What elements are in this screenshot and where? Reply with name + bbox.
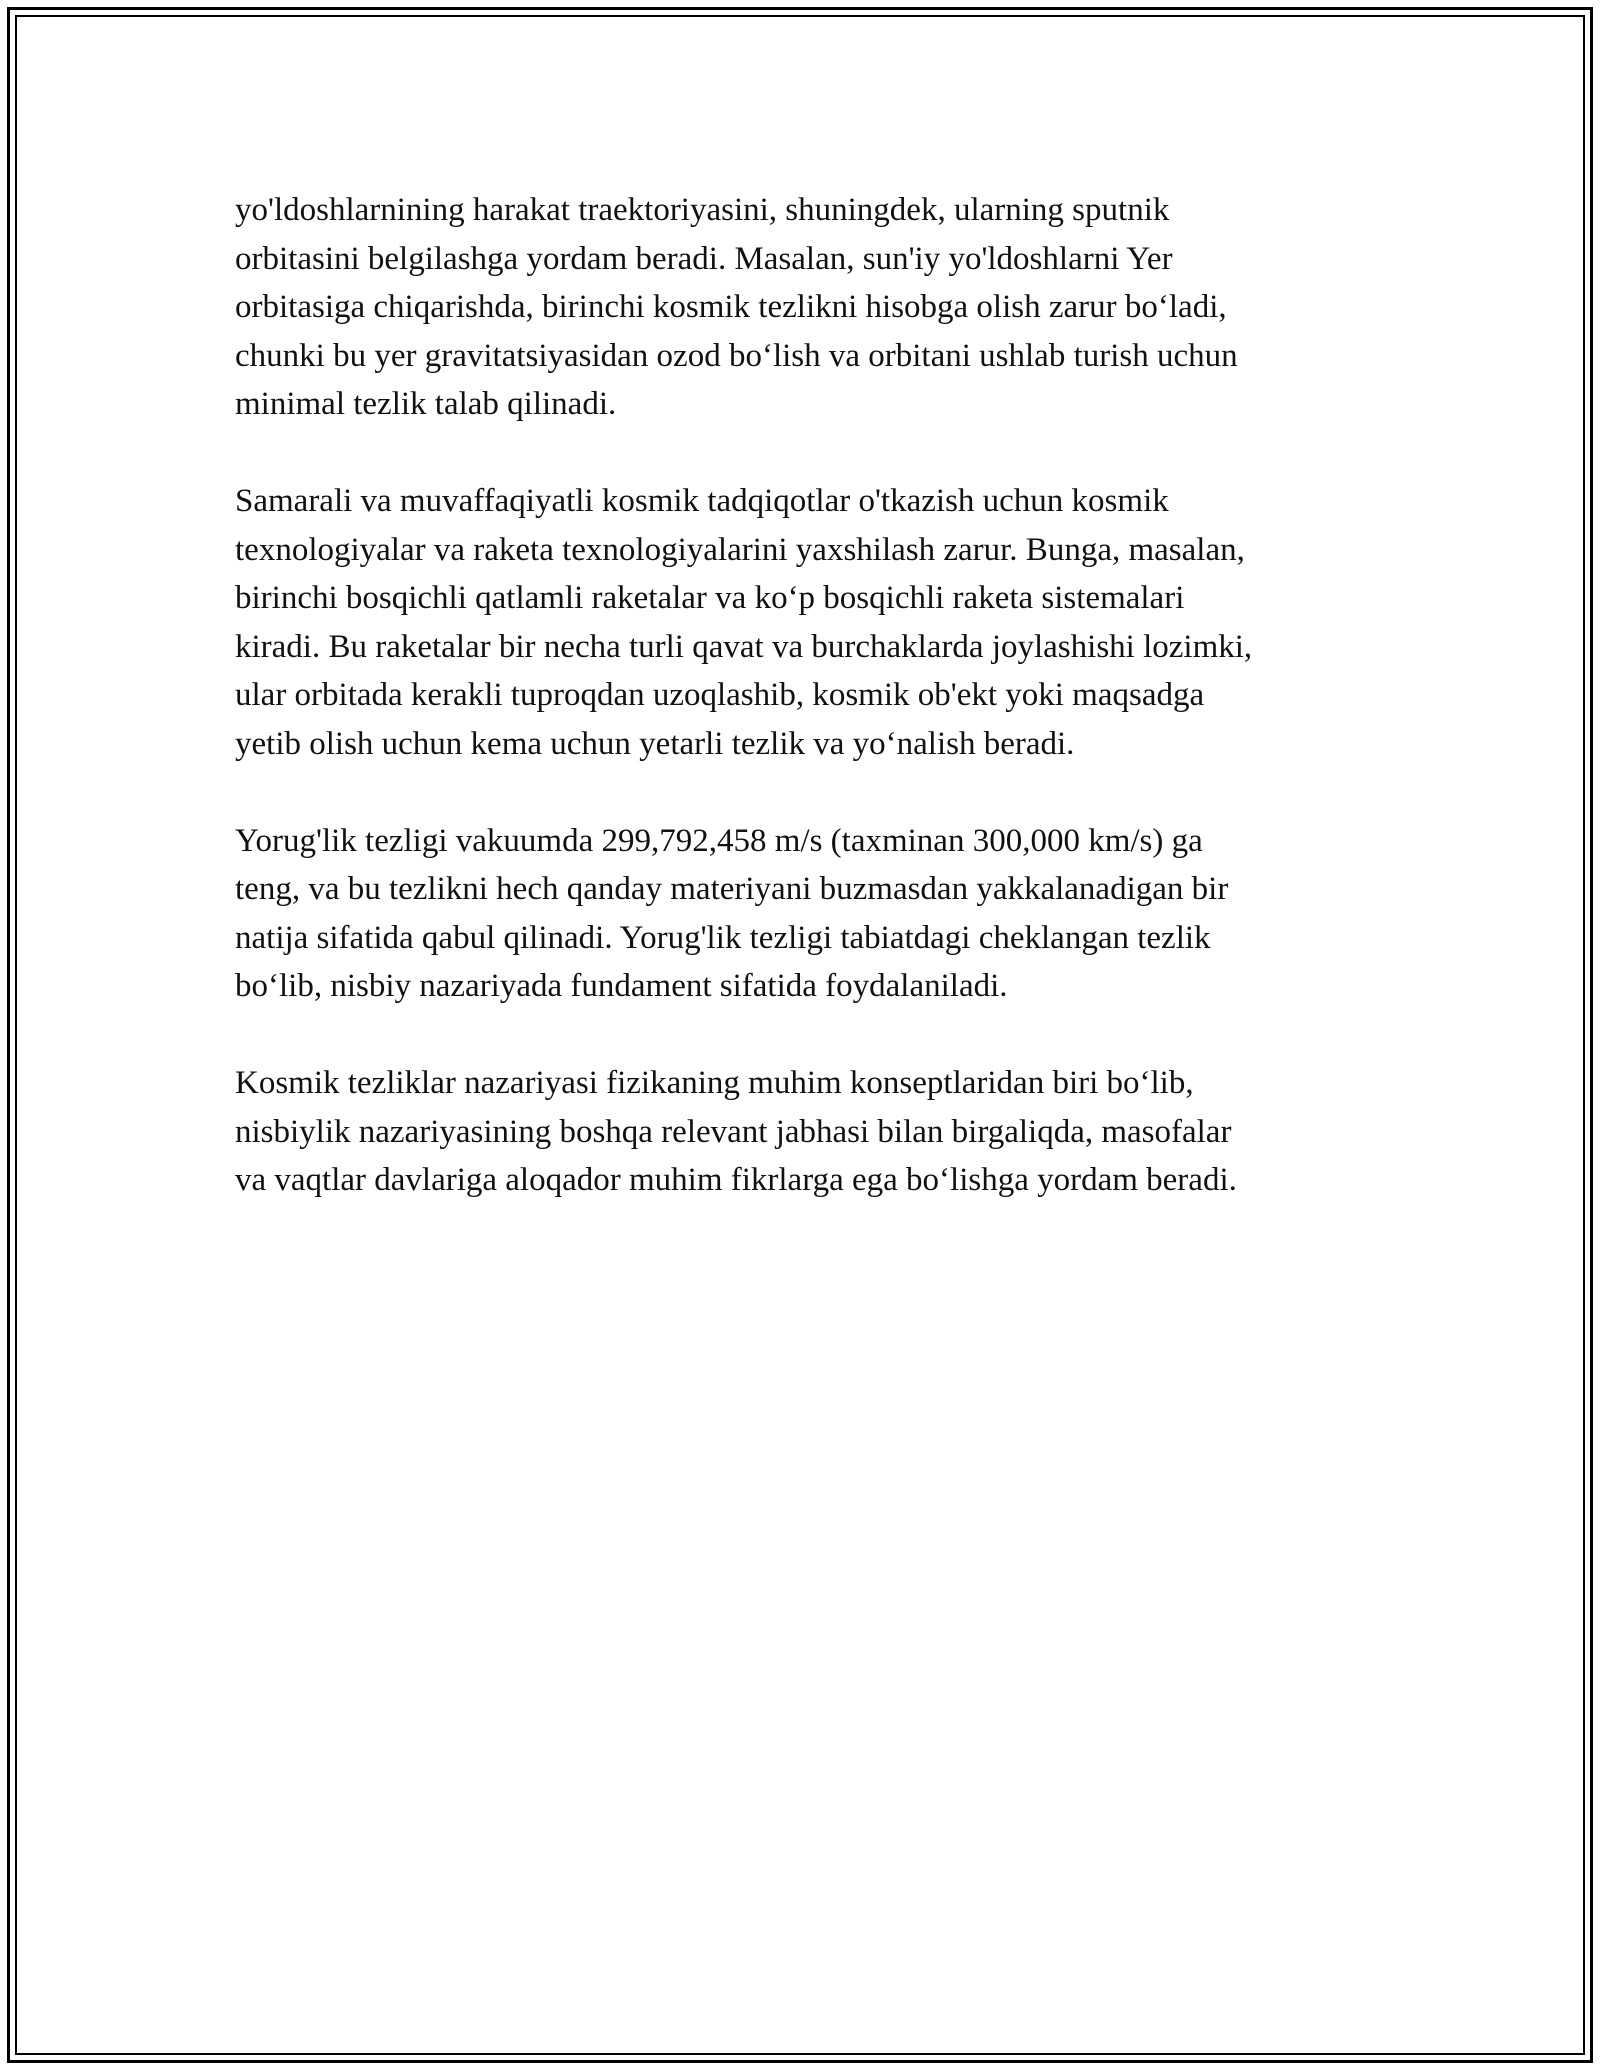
paragraph-3: Yorug'lik tezligi vakuumda 299,792,458 m/s (taxminan 300,000 km/s) ga teng, va bu tezlikni hech qanday materiyani buzmasdan yakkalanadigan bir natija sifatida qabul qilinadi. Yorug'lik tezligi tabiatdagi cheklangan tezlik bo‘lib, nisbiy nazariyada fundament sifatida foydalaniladi. xyxy=(235,822,1229,1004)
document-body xyxy=(235,186,1375,1253)
paragraph-4: Kosmik tezliklar nazariyasi fizikaning muhim konseptlaridan biri bo‘lib, nisbiylik nazariyasining boshqa relevant jabhasi bilan birgaliqda, masofalar va vaqtlar davlariga aloqador muhim fikrlarga ega bo‘lishga yordam beradi. xyxy=(235,1065,1237,1198)
paragraph-2: Samarali va muvaffaqiyatli kosmik tadqiqotlar o'tkazish uchun kosmik texnologiyalar va raketa texnologiyalarini yaxshilash zarur. Bunga, masalan, birinchi bosqichli qatlamli raketalar va ko‘p bosqichli raketa sistemalari kiradi. Bu raketalar bir necha turli qavat va burchaklarda joylashishi lozimki, ular orbitada kerakli tuproqdan uzoqlashib, kosmik ob'ekt yoki maqsadga yetib olish uchun kema uchun yetarli tezlik va yo‘nalish beradi. xyxy=(235,483,1253,762)
paragraph-1: yo'ldoshlarnining harakat traektoriyasini, shuningdek, ularning sputnik orbitasini belgilashga yordam beradi. Masalan, sun'iy yo'ldoshlarni Yer orbitasiga chiqarishda, birinchi kosmik tezlikni hisobga olish zarur bo‘ladi, chunki bu yer gravitatsiyasidan ozod bo‘lish va orbitani ushlab turish uchun minimal tezlik talab qilinadi. xyxy=(235,192,1238,422)
